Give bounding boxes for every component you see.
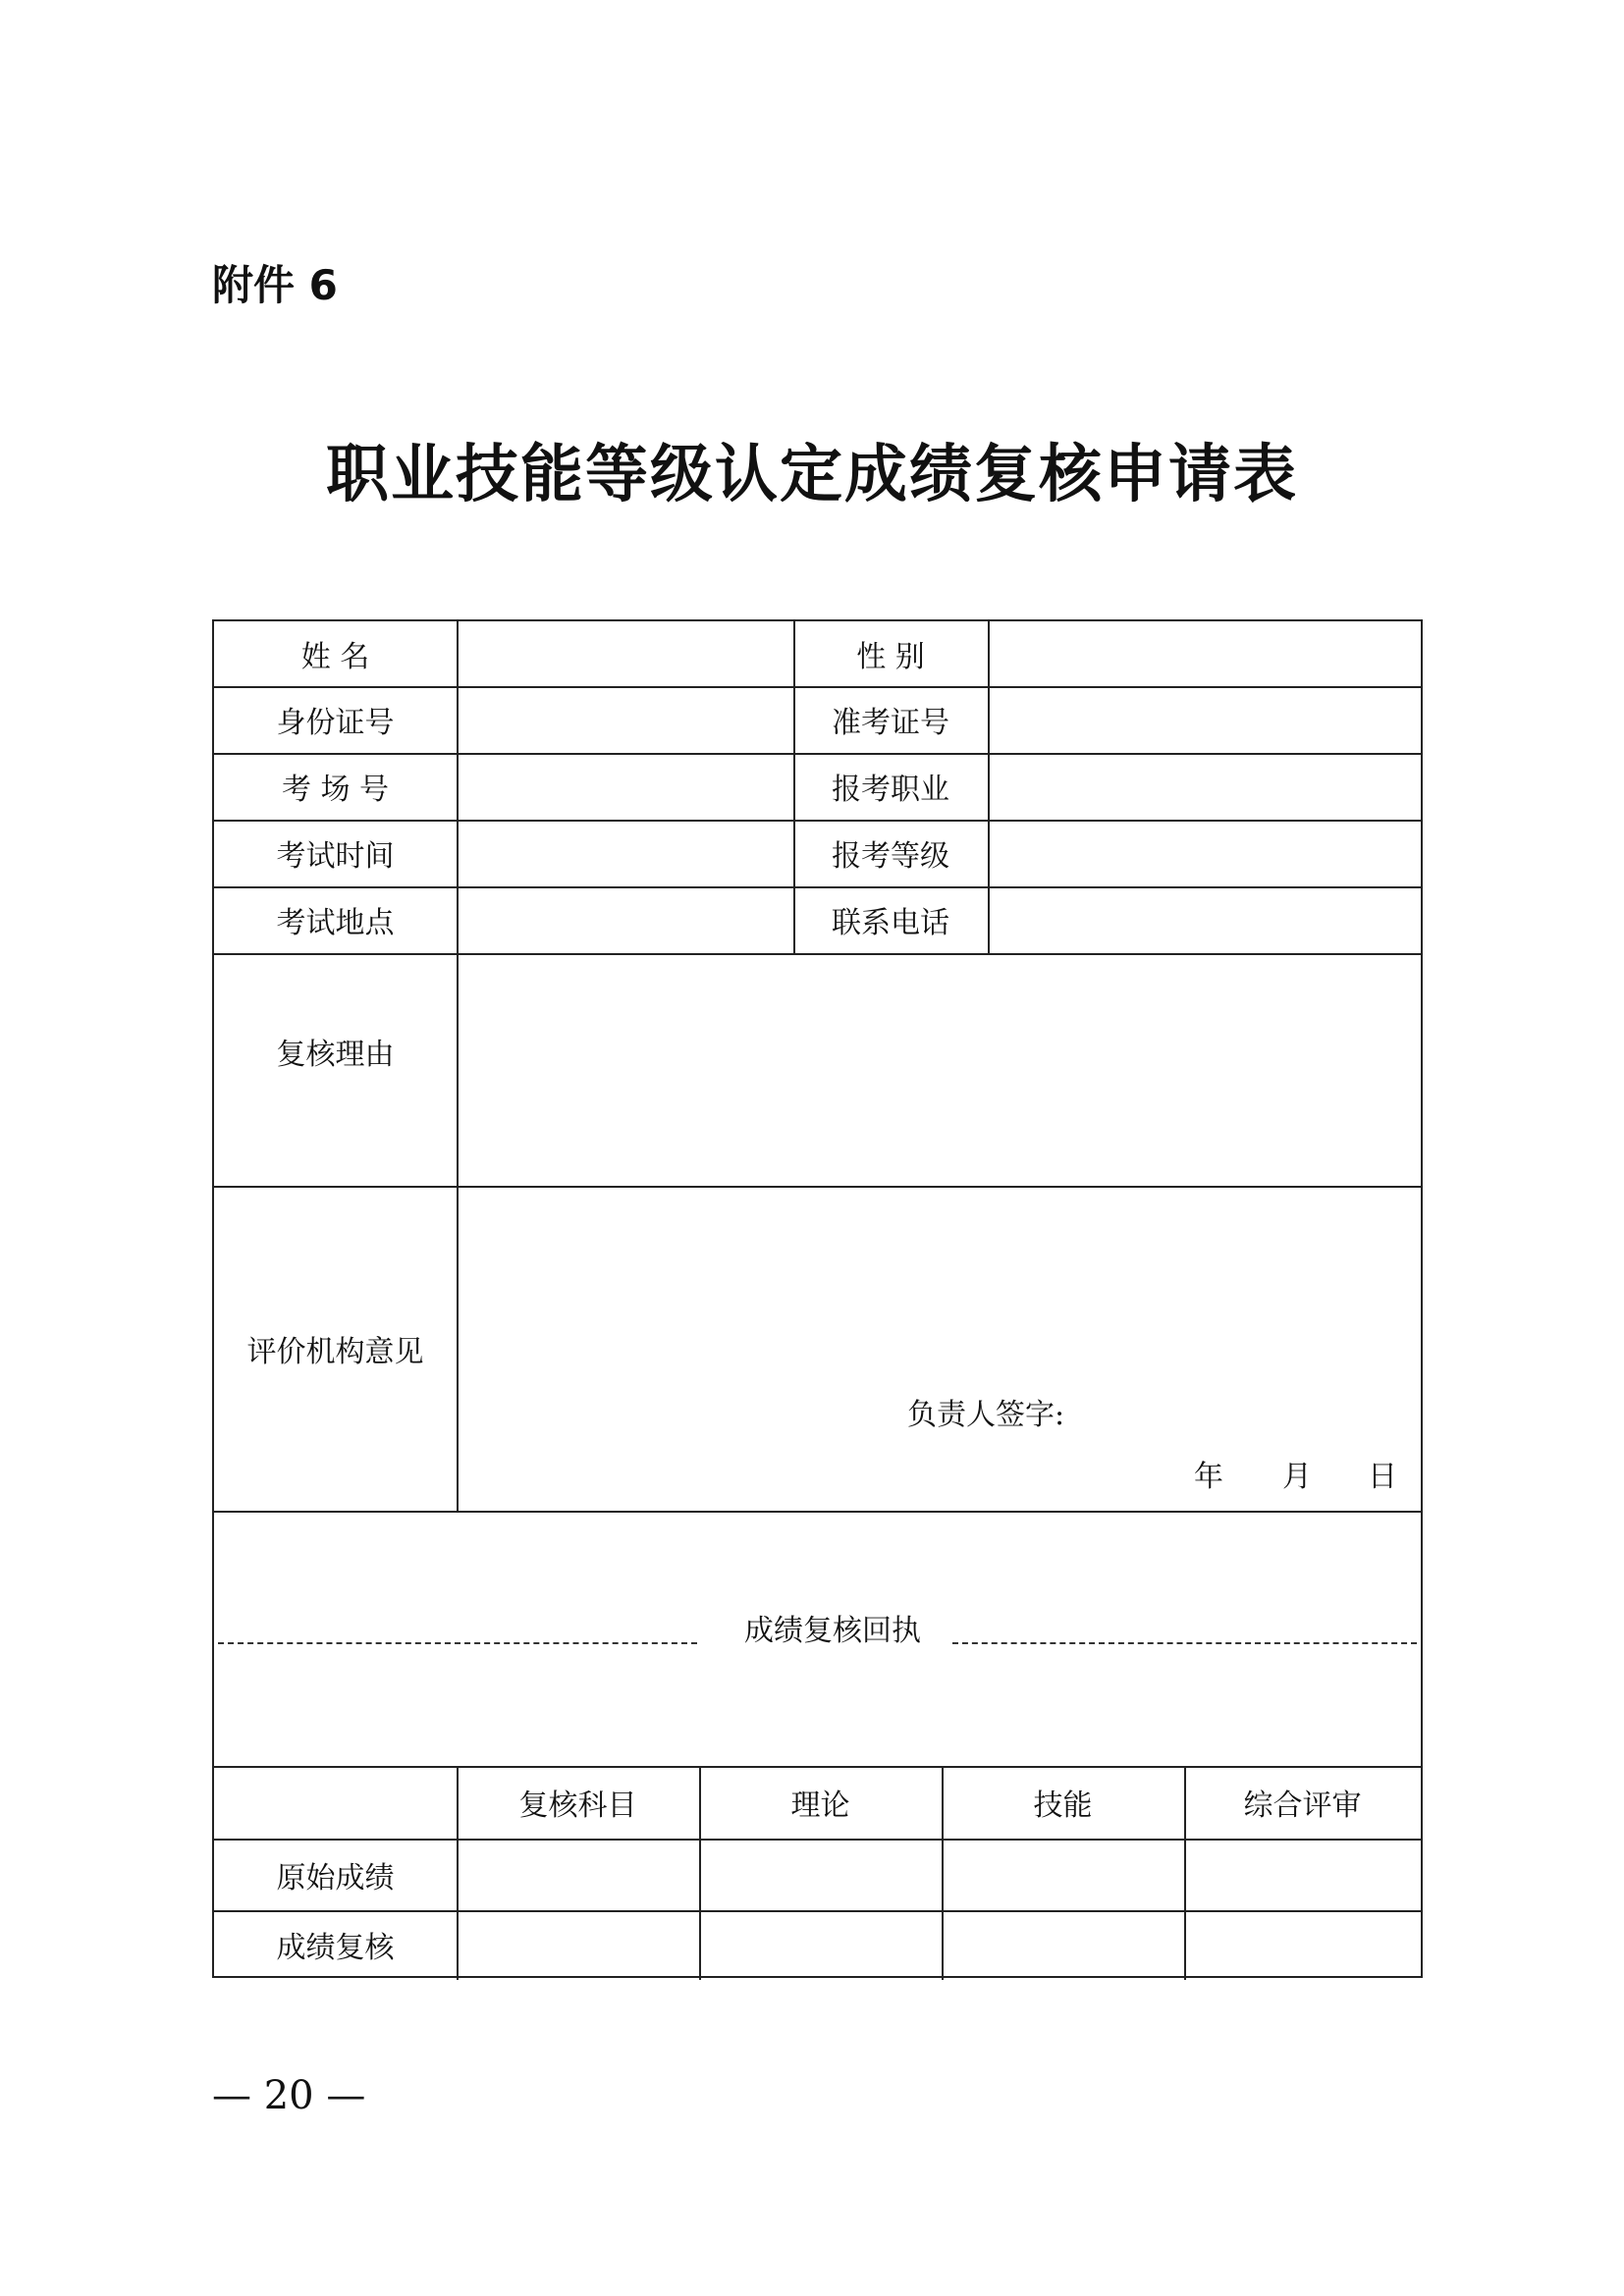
- reviewed-theory-cell[interactable]: [701, 1912, 942, 1978]
- institution-opinion-field[interactable]: [459, 1188, 1421, 1482]
- date-month-label: 月: [1282, 1460, 1312, 1494]
- reviewed-skill-cell[interactable]: [944, 1912, 1184, 1978]
- label-id-number: 身份证号: [276, 706, 395, 740]
- original-subject-cell[interactable]: [459, 1841, 699, 1910]
- receipt-dashed-line-right: [952, 1642, 1417, 1644]
- original-skill-cell[interactable]: [944, 1841, 1184, 1910]
- label-name: 姓 名: [300, 640, 370, 674]
- score-header-subject: 复核科目: [518, 1789, 637, 1823]
- score-row-original: 原始成绩: [276, 1860, 395, 1896]
- exam-room-field[interactable]: [459, 753, 792, 820]
- label-review-reason: 复核理由: [276, 1038, 395, 1072]
- label-admission-number: 准考证号: [832, 706, 949, 740]
- page-number: — 20 —: [212, 2073, 366, 2118]
- exam-location-field[interactable]: [459, 886, 792, 953]
- label-institution-opinion: 评价机构意见: [246, 1334, 424, 1369]
- original-comprehensive-cell[interactable]: [1186, 1841, 1421, 1910]
- exam-time-field[interactable]: [459, 820, 792, 886]
- label-phone: 联系电话: [832, 906, 949, 940]
- admission-number-field[interactable]: [990, 686, 1421, 753]
- reviewed-subject-cell[interactable]: [459, 1912, 699, 1978]
- receipt-label: 成绩复核回执: [744, 1614, 921, 1648]
- original-theory-cell[interactable]: [701, 1841, 942, 1910]
- date-year-label: 年: [1194, 1460, 1223, 1494]
- receipt-dashed-line-left: [218, 1642, 697, 1644]
- label-occupation: 报考职业: [832, 773, 949, 807]
- gender-field[interactable]: [990, 621, 1421, 686]
- application-form: [212, 619, 1423, 1978]
- page-title: 职业技能等级认定成绩复核申请表: [326, 438, 1298, 511]
- score-header-skill: 技能: [1033, 1789, 1093, 1823]
- label-gender: 性 别: [856, 640, 925, 674]
- signature-label: 负责人签字:: [907, 1398, 1065, 1432]
- occupation-field[interactable]: [990, 753, 1421, 820]
- id-number-field[interactable]: [459, 686, 792, 753]
- label-exam-time: 考试时间: [276, 839, 395, 874]
- score-row-reviewed: 成绩复核: [276, 1930, 395, 1965]
- label-exam-room: 考 场 号: [281, 773, 390, 807]
- label-exam-location: 考试地点: [276, 906, 395, 940]
- level-field[interactable]: [990, 820, 1421, 886]
- date-day-label: 日: [1368, 1460, 1397, 1494]
- attachment-label: 附件 6: [212, 261, 338, 309]
- score-header-comprehensive: 综合评审: [1243, 1789, 1362, 1823]
- phone-field[interactable]: [990, 886, 1421, 953]
- score-header-theory: 理论: [790, 1789, 850, 1823]
- review-reason-field[interactable]: [459, 955, 1421, 1186]
- reviewed-comprehensive-cell[interactable]: [1186, 1912, 1421, 1978]
- label-level: 报考等级: [832, 839, 949, 874]
- name-field[interactable]: [459, 621, 792, 686]
